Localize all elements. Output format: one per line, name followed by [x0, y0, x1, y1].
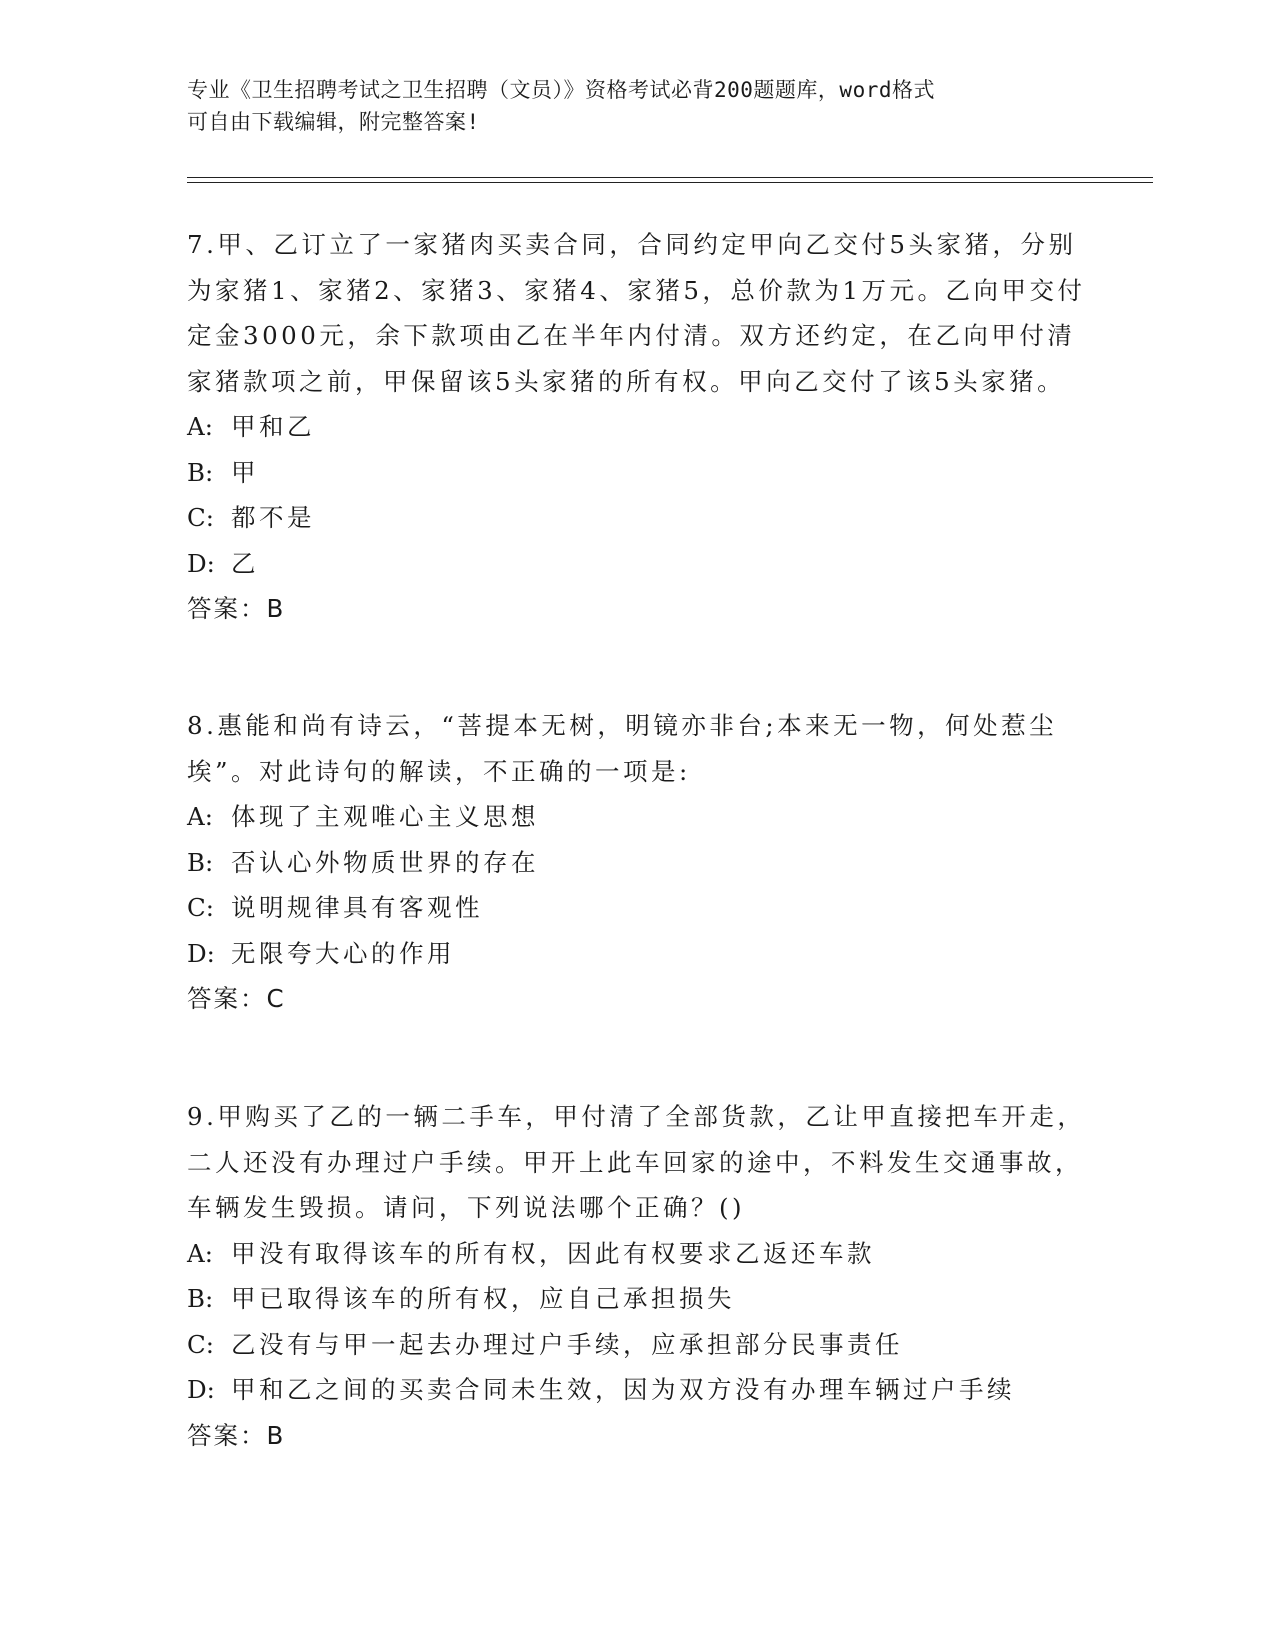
option-text: 乙: [231, 548, 259, 578]
option-letter: A:: [187, 802, 213, 831]
option-d: [187, 1367, 1087, 1413]
document-header: [187, 74, 1087, 138]
option-c: [187, 1322, 1087, 1368]
header-divider: [187, 177, 1153, 183]
question-8: [187, 703, 1087, 1022]
answer-value: C: [266, 984, 284, 1013]
option-letter: C:: [187, 893, 215, 922]
option-c: [187, 495, 1087, 541]
option-letter: D:: [187, 938, 215, 968]
question-text: 7.甲、乙订立了一家猪肉买卖合同，合同约定甲向乙交付5头家猪，分别为家猪1、家猪2、家猪3、家猪4、家猪5，总价款为1万元。乙向甲交付定金3000元，余下款项由乙在半年内付清。双方还约定，在乙向甲付清家猪款项之前，甲保留该5头家猪的所有权。甲向乙交付了该5头家猪。: [187, 230, 1086, 396]
question-text: 8.惠能和尚有诗云，“菩提本无树，明镜亦非台;本来无一物，何处惹尘埃”。对此诗句的解读，不正确的一项是:: [187, 711, 1058, 786]
option-a: [187, 404, 1087, 450]
option-letter: D:: [187, 548, 215, 578]
option-a: [187, 794, 1087, 840]
option-b: [187, 1276, 1087, 1322]
option-text: 甲已取得该车的所有权，应自己承担损失: [231, 1284, 735, 1313]
answer-line: [187, 1413, 1087, 1459]
option-letter: B:: [187, 847, 214, 877]
answer-label: 答案：: [187, 594, 267, 623]
option-text: 甲和乙之间的买卖合同未生效，因为双方没有办理车辆过户手续: [231, 1375, 1015, 1404]
option-d: [187, 541, 1087, 587]
header-title-line-2: 可自由下载编辑，附完整答案!: [187, 110, 480, 134]
option-text: 都不是: [231, 503, 315, 532]
option-d: [187, 931, 1087, 977]
answer-label: 答案：: [187, 1420, 267, 1450]
answer-line: [187, 976, 1087, 1022]
question-9: [187, 1094, 1087, 1458]
option-b: [187, 450, 1087, 496]
option-text: 否认心外物质世界的存在: [231, 847, 539, 877]
option-text: 乙没有与甲一起去办理过户手续，应承担部分民事责任: [231, 1329, 903, 1359]
option-c: [187, 885, 1087, 931]
option-letter: A:: [187, 412, 213, 441]
answer-label: 答案：: [187, 984, 267, 1013]
answer-line: [187, 586, 1087, 632]
option-a: [187, 1231, 1087, 1277]
option-text: 甲: [231, 457, 259, 487]
option-letter: C:: [187, 503, 215, 532]
answer-value: B: [266, 1420, 284, 1450]
option-text: 甲没有取得该车的所有权，因此有权要求乙返还车款: [231, 1238, 875, 1268]
option-letter: B:: [187, 457, 214, 487]
question-7: [187, 222, 1087, 632]
answer-value: B: [266, 594, 284, 623]
header-title-line-1: 专业《卫生招聘考试之卫生招聘（文员）》资格考试必背200题题库，word格式: [187, 78, 935, 102]
option-letter: A:: [187, 1238, 213, 1268]
option-letter: C:: [187, 1329, 215, 1359]
option-b: [187, 840, 1087, 886]
question-text: 9.甲购买了乙的一辆二手车，甲付清了全部货款，乙让甲直接把车开走，二人还没有办理过户手续。甲开上此车回家的途中，不料发生交通事故，车辆发生毁损。请问，下列说法哪个正确？(): [187, 1102, 1086, 1222]
option-text: 甲和乙: [231, 412, 315, 441]
option-letter: D:: [187, 1375, 215, 1404]
option-text: 体现了主观唯心主义思想: [231, 802, 539, 831]
option-text: 无限夸大心的作用: [231, 938, 455, 968]
option-text: 说明规律具有客观性: [231, 893, 483, 922]
option-letter: B:: [187, 1284, 214, 1313]
